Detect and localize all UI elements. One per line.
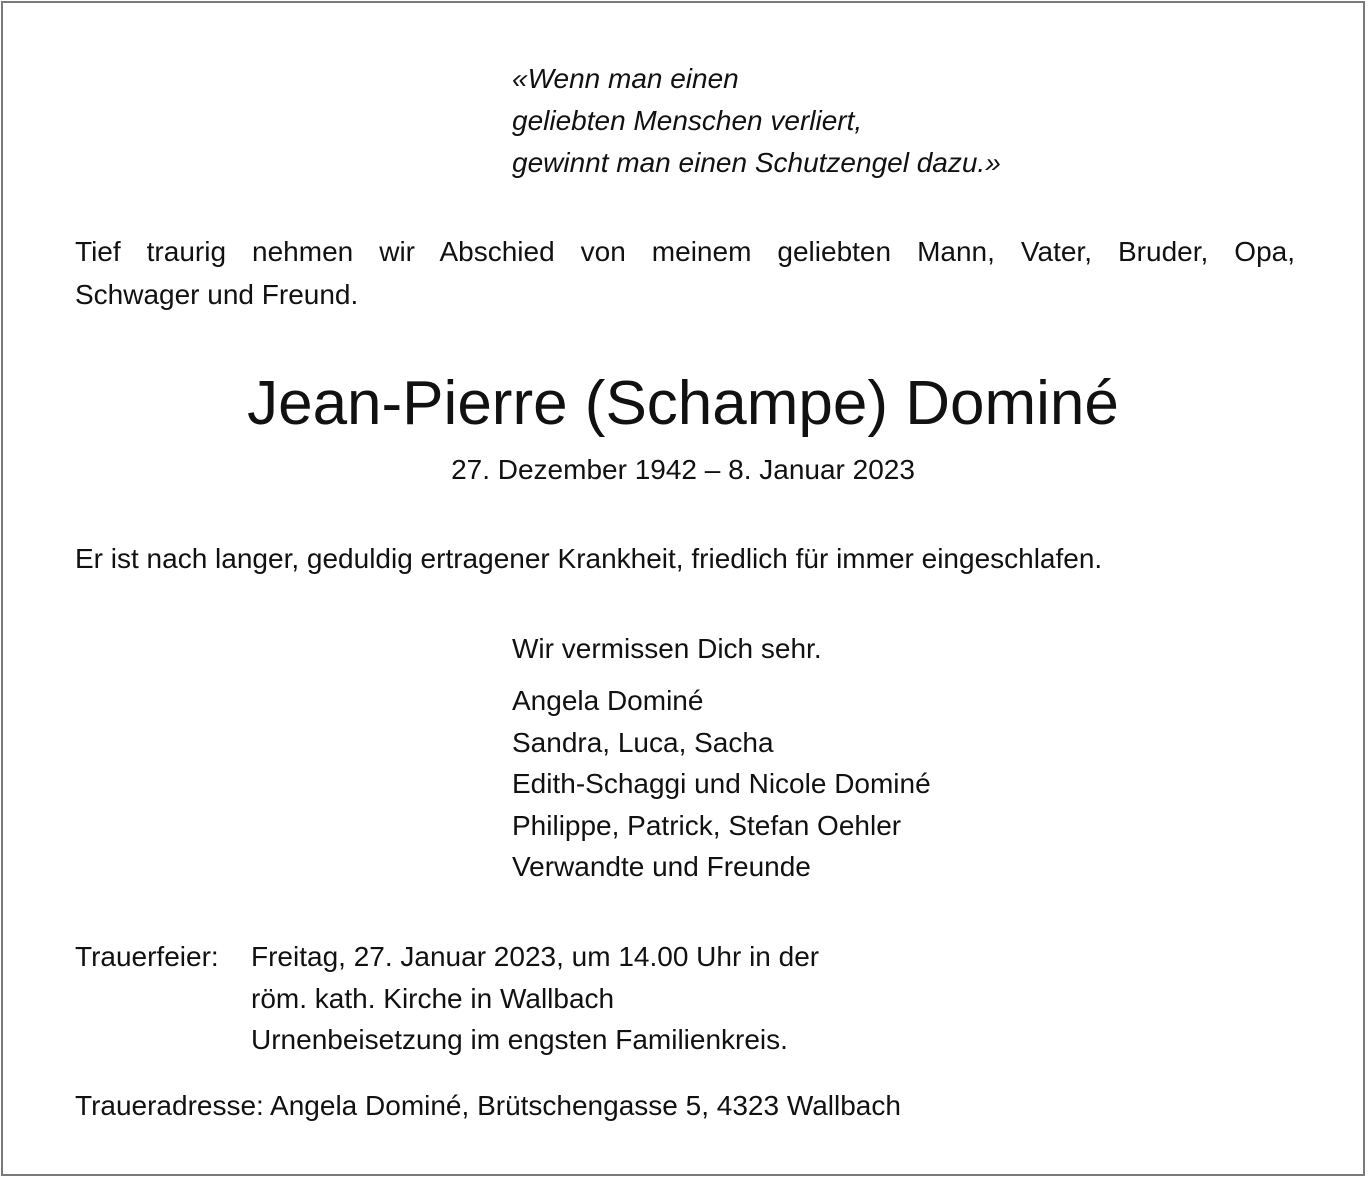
intro-line: Tief traurig nehmen wir Abschied von meinem geliebten Mann, Vater, Bruder, Opa, <box>75 236 1295 267</box>
mourning-address: Traueradresse: Angela Dominé, Brütschengasse 5, 4323 Wallbach <box>75 1090 901 1121</box>
statement: Er ist nach langer, geduldig ertragener Krankheit, friedlich für immer eingeschlafen. <box>75 543 1103 574</box>
mourner: Edith-Schaggi und Nicole Dominé <box>512 768 931 799</box>
mourner: Angela Dominé <box>512 685 704 716</box>
mourner: Sandra, Luca, Sacha <box>512 726 774 758</box>
deceased-name: Jean-Pierre (Schampe) Dominé <box>247 369 1119 438</box>
quote-line: geliebten Menschen verliert, <box>512 105 863 136</box>
quote <box>512 58 1001 184</box>
ceremony-label: Trauerfeier: <box>75 941 219 972</box>
intro-text <box>75 230 1295 316</box>
ceremony-line: Freitag, 27. Januar 2023, um 14.00 Uhr in der <box>251 941 820 972</box>
life-dates: 27. Dezember 1942 – 8. Januar 2023 <box>451 454 915 485</box>
ceremony-line: Urnenbeisetzung im engsten Familienkreis. <box>251 1024 788 1055</box>
miss-text: Wir vermissen Dich sehr. <box>512 633 822 664</box>
mourners-list <box>512 680 931 888</box>
ceremony-details <box>251 936 819 1061</box>
mourner: Verwandte und Freunde <box>512 851 811 882</box>
quote-line: «Wenn man einen <box>512 63 739 94</box>
quote-line: gewinnt man einen Schutzengel dazu.» <box>512 147 1001 178</box>
intro-line: Schwager und Freund. <box>75 279 359 310</box>
ceremony-line: röm. kath. Kirche in Wallbach <box>251 982 615 1014</box>
mourner: Philippe, Patrick, Stefan Oehler <box>512 809 902 841</box>
